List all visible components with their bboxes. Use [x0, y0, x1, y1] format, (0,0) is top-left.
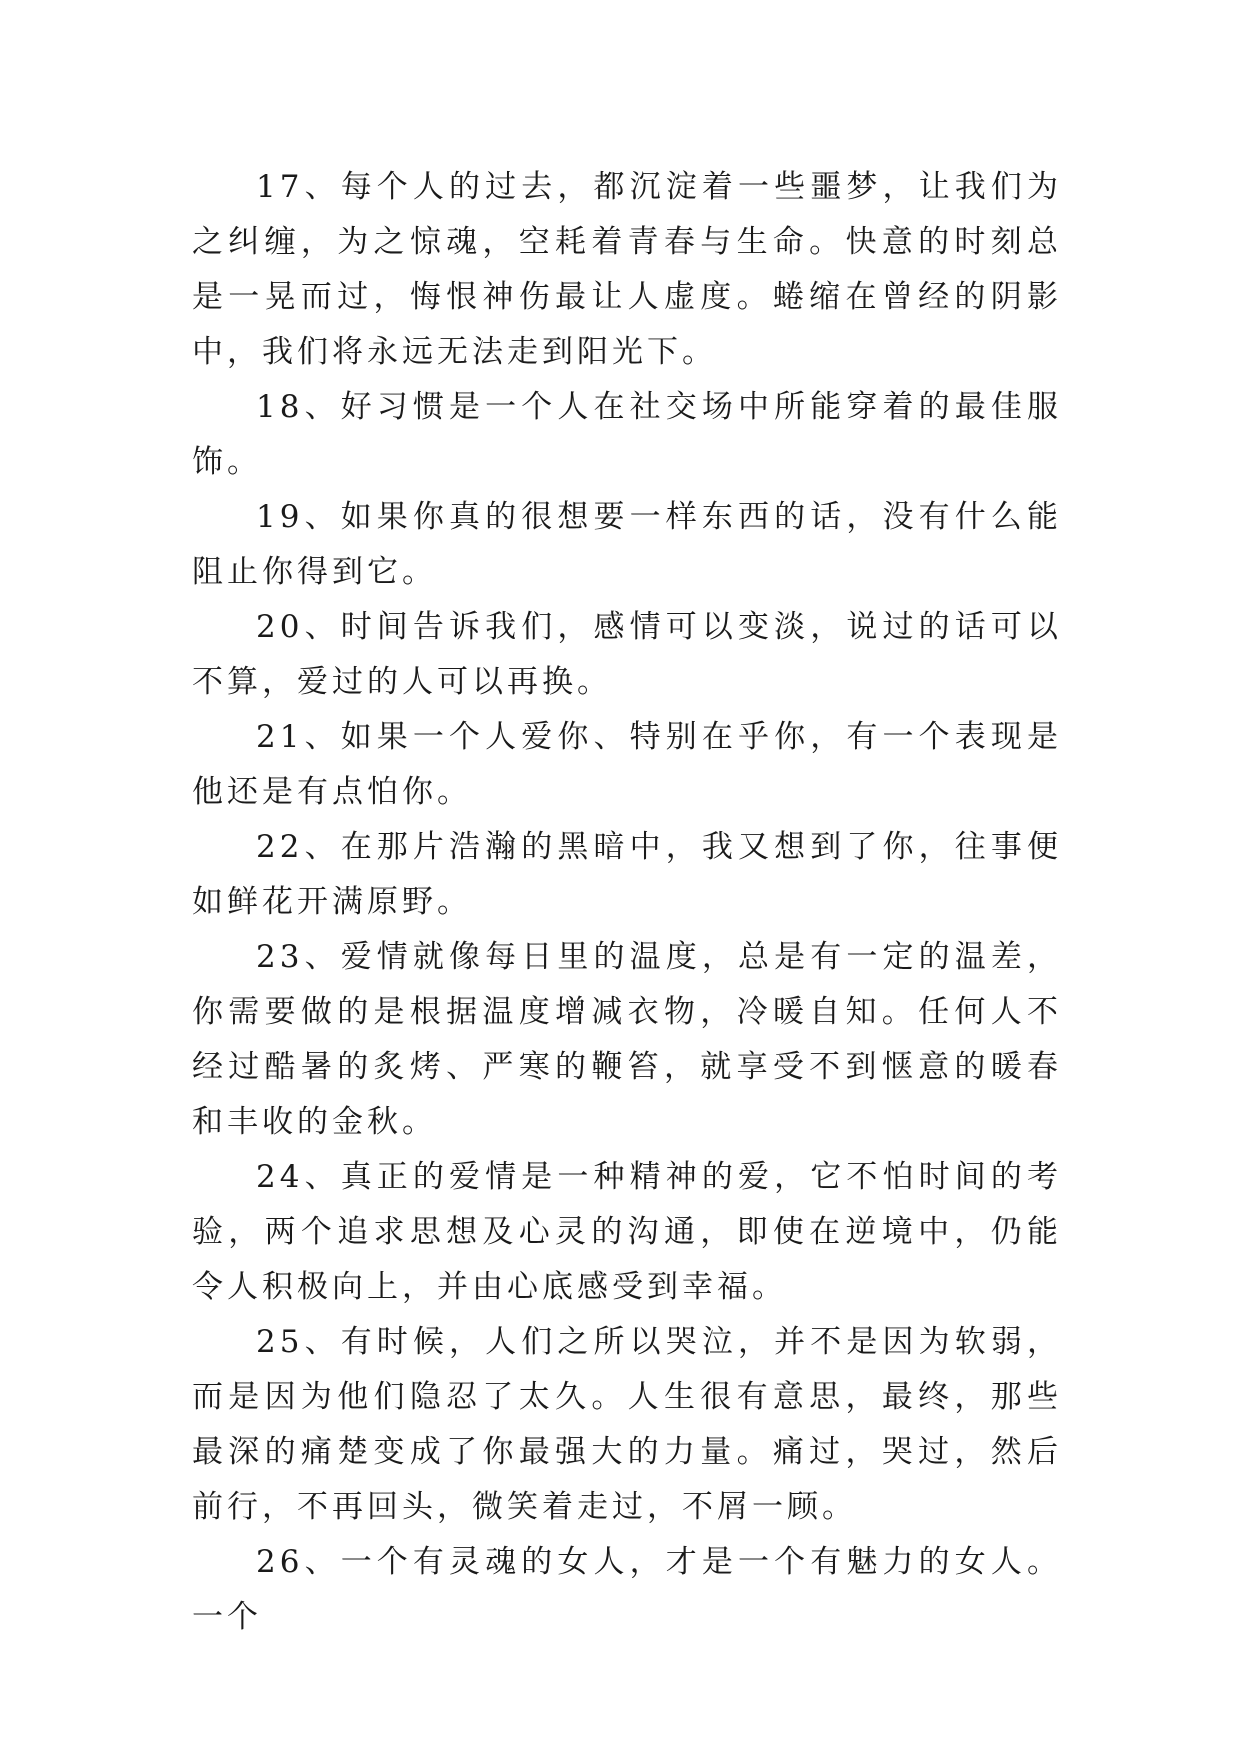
- paragraph-23: 23、爱情就像每日里的温度，总是有一定的温差，你需要做的是根据温度增减衣物，冷暖自知。任何人不经过酷暑的炙烤、严寒的鞭笞，就享受不到惬意的暖春和丰收的金秋。: [192, 939, 1062, 1140]
- paragraph-17: 17、每个人的过去，都沉淀着一些噩梦，让我们为之纠缠，为之惊魂，空耗着青春与生命。快意的时刻总是一晃而过，悔恨神伤最让人虚度。蜷缩在曾经的阴影中，我们将永远无法走到阳光下。: [192, 169, 1062, 370]
- paragraph-26: 26、一个有灵魂的女人，才是一个有魅力的女人。一个: [192, 1544, 1062, 1635]
- paragraph-24: 24、真正的爱情是一种精神的爱，它不怕时间的考验，两个追求思想及心灵的沟通，即使在逆境中，仍能令人积极向上，并由心底感受到幸福。: [192, 1159, 1062, 1305]
- paragraph-18: 18、好习惯是一个人在社交场中所能穿着的最佳服饰。: [192, 389, 1062, 480]
- paragraph-25: 25、有时候，人们之所以哭泣，并不是因为软弱，而是因为他们隐忍了太久。人生很有意思，最终，那些最深的痛楚变成了你最强大的力量。痛过，哭过，然后前行，不再回头，微笑着走过，不屑一顾。: [192, 1324, 1062, 1525]
- paragraph-19: 19、如果你真的很想要一样东西的话，没有什么能阻止你得到它。: [192, 499, 1062, 590]
- document-body: [192, 160, 1062, 1645]
- paragraph-22: 22、在那片浩瀚的黑暗中，我又想到了你，往事便如鲜花开满原野。: [192, 829, 1062, 920]
- paragraph-21: 21、如果一个人爱你、特别在乎你，有一个表现是他还是有点怕你。: [192, 719, 1062, 810]
- paragraph-20: 20、时间告诉我们，感情可以变淡，说过的话可以不算，爱过的人可以再换。: [192, 609, 1062, 700]
